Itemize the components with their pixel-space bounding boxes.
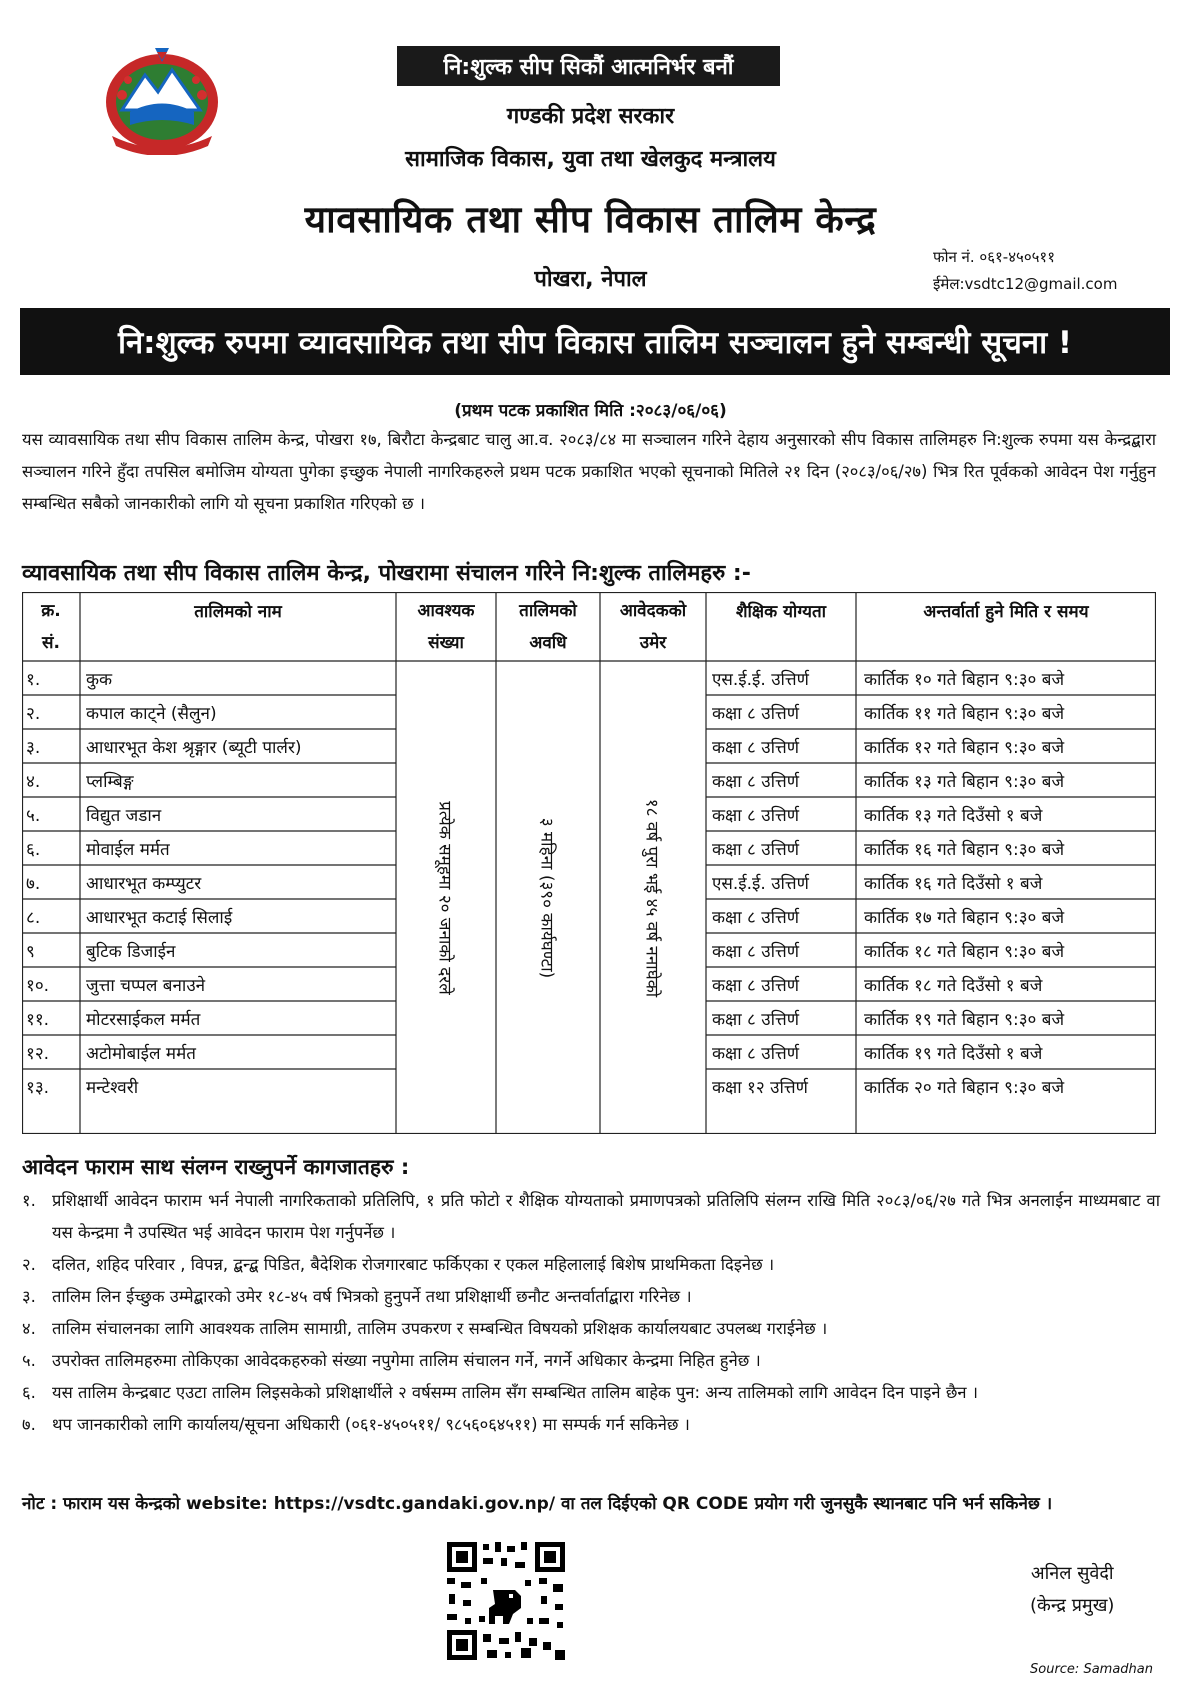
row-training-name: विद्युत जडान [86,805,162,826]
row-interview-time: कार्तिक १९ गते बिहान ९:३० बजे [864,1009,1065,1030]
document-item-text: प्रशिक्षार्थी आवेदन फाराम भर्न नेपाली नागरिकताको प्रतिलिपि, १ प्रति फोटो र शैक्षिक योग्यताको प्रमाणपत्रको प्रतिलिपि संलग्न राखि मिति २०८३/०६/२७ गते भित्र अनलाईन माध्यमबाट वा यस केन्द्रमा नै उपस्थित भई आवेदन फाराम पेश गर्नुपर्नेछ । [52,1191,1160,1242]
row-training-name: मोटरसाईकल मर्मत [86,1009,201,1030]
row-qualification: कक्षा ८ उत्तिर्ण [712,907,800,928]
header-duration-line1: तालिमको [519,600,577,621]
publish-date: (प्रथम पटक प्रकाशित मिति :२०८३/०६/०६) [454,401,727,421]
ministry-name: सामाजिक विकास, युवा तथा खेलकुद मन्त्रालय [405,147,776,172]
row-sn: ३. [26,737,41,758]
phone-number: फोन नं. ०६१-४५०५११ [933,248,1056,266]
row-interview-time: कार्तिक २० गते बिहान ९:३० बजे [864,1077,1065,1098]
documents-title: आवेदन फाराम साथ संलग्न राख्नुपर्ने कागजातहरु : [22,1155,410,1179]
row-sn: ८. [26,907,41,928]
document-item [22,1281,1160,1313]
header-qualification [706,592,856,632]
signatory-title: (केन्द्र प्रमुख) [1030,1595,1115,1616]
center-name: यावसायिक तथा सीप विकास तालिम केन्द्र [304,198,877,241]
document-item [22,1377,1160,1409]
row-training-name: प्लम्बिङ्ग [86,771,134,792]
training-table [22,592,1156,1134]
document-item [22,1249,1160,1281]
qr-code-icon [443,1538,569,1664]
document-item [22,1185,1160,1249]
row-sn: ४. [26,771,41,792]
row-interview-time: कार्तिक ११ गते बिहान ९:३० बजे [864,703,1065,724]
row-training-name: आधारभूत कटाई सिलाई [86,907,233,928]
government-name: गण्डकी प्रदेश सरकार [506,104,675,129]
row-qualification: कक्षा ८ उत्तिर्ण [712,805,800,826]
row-qualification: कक्षा ८ उत्तिर्ण [712,771,800,792]
row-qualification: कक्षा ८ उत्तिर्ण [712,839,800,860]
row-qualification: एस.ई.ई. उत्तिर्ण [712,669,809,690]
row-interview-time: कार्तिक १० गते बिहान ९:३० बजे [864,669,1065,690]
header-seats [396,592,496,661]
row-qualification: एस.ई.ई. उत्तिर्ण [712,873,809,894]
slogan-box: नि:शुल्क सीप सिकौं आत्मनिर्भर बनौं [397,46,780,86]
row-interview-time: कार्तिक १२ गते बिहान ९:३० बजे [864,737,1065,758]
document-item [22,1313,1160,1345]
header-qualification-line1: शैक्षिक योग्यता [735,602,827,622]
signatory-name: अनिल सुवेदी [1030,1563,1114,1584]
header-name [80,592,396,632]
row-sn: १३. [26,1077,50,1098]
row-sn: ६. [26,839,41,860]
signature-block [1030,1558,1114,1622]
row-training-name: आधारभूत केश श्रृङ्गार (ब्यूटी पार्लर) [86,737,302,758]
header-age-line1: आवेदकको [619,600,687,621]
document-item-text: यस तालिम केन्द्रबाट एउटा तालिम लिइसकेको प्रशिक्षार्थीले २ वर्षसम्म तालिम सँग सम्बन्धित तालिम बाहेक पुन: अन्य तालिमको लागि आवेदन दिन पाइने छैन । [52,1383,979,1402]
row-qualification: कक्षा ८ उत्तिर्ण [712,941,800,962]
notice-banner: नि:शुल्क रुपमा व्यावसायिक तथा सीप विकास तालिम सञ्चालन हुने सम्बन्धी सूचना ! [20,308,1170,375]
documents-list [22,1185,1160,1441]
row-interview-time: कार्तिक १८ गते बिहान ९:३० बजे [864,941,1065,962]
email-address: ईमेल:vsdtc12@gmail.com [933,275,1118,293]
merged-age: १८ वर्ष पुरा भई ४५ वर्ष ननाघेको [641,798,662,998]
row-training-name: बुटिक डिजाईन [86,941,176,962]
document-item-text: तालिम संचालनका लागि आवश्यक तालिम सामाग्री, तालिम उपकरण र सम्बन्धित विषयको प्रशिक्षक कार्यालयबाट उपलब्ध गराईनेछ । [52,1319,828,1338]
row-sn: ११. [26,1009,50,1030]
document-item-number: ३. [22,1287,36,1306]
row-sn: १. [26,669,41,690]
document-item-number: ७. [22,1415,36,1434]
document-item-number: ६. [22,1383,36,1402]
row-qualification: कक्षा १२ उत्तिर्ण [712,1077,808,1098]
row-interview-time: कार्तिक १६ गते दिउँसो १ बजे [864,873,1043,894]
document-item-number: २. [22,1255,36,1274]
header-interview [856,592,1156,632]
merged-seats: प्रत्येक समूहमा २० जनाको दरले [434,801,455,995]
nepal-government-emblem-icon [100,40,225,155]
merged-duration: ३ महिना (३९० कार्यघण्टा) [536,817,557,979]
header-seats-line1: आवश्यक [417,600,475,621]
header-sn-line2: सं. [42,632,60,653]
row-sn: ७. [26,873,41,894]
document-item-number: १. [22,1191,36,1210]
document-item [22,1409,1160,1441]
row-qualification: कक्षा ८ उत्तिर्ण [712,737,800,758]
document-item-text: तालिम लिन ईच्छुक उम्मेद्बारको उमेर १८-४५ वर्ष भित्रको हुनुपर्ने तथा प्रशिक्षार्थी छनौट अन्तर्वार्ताद्बारा गरिनेछ । [52,1287,692,1306]
document-item-text: उपरोक्त तालिमहरुमा तोकिएका आवेदकहरुको संख्या नपुगेमा तालिम संचालन गर्ने, नगर्ने अधिकार केन्द्रमा निहित हुनेछ । [52,1351,761,1370]
row-training-name: मोवाईल मर्मत [86,839,170,860]
row-training-name: जुत्ता चप्पल बनाउने [86,975,206,996]
header-name-line1: तालिमको नाम [194,602,282,622]
row-interview-time: कार्तिक १७ गते बिहान ९:३० बजे [864,907,1065,928]
website-note: नोट : फाराम यस केन्द्रको website: https://vsdtc.gandaki.gov.np/ वा तल दिईएको QR CODE प्रयोग गरी जुनसुकै स्थानबाट पनि भर्न सकिनेछ । [22,1494,1053,1514]
row-training-name: कपाल काट्ने (सैलुन) [86,703,217,724]
row-interview-time: कार्तिक १३ गते दिउँसो १ बजे [864,805,1043,826]
header-age-line2: उमेर [639,632,667,653]
header-sn-line1: क्र. [41,600,61,621]
document-item-number: ५. [22,1351,36,1370]
row-sn: २. [26,703,41,724]
row-sn: ५. [26,805,41,826]
table-title: व्यावसायिक तथा सीप विकास तालिम केन्द्र, पोखरामा संचालन गरिने नि:शुल्क तालिमहरु :- [22,561,751,586]
row-qualification: कक्षा ८ उत्तिर्ण [712,1009,800,1030]
header-duration-line2: अवधि [529,632,567,653]
center-location: पोखरा, नेपाल [534,267,647,292]
document-item-number: ४. [22,1319,36,1338]
row-training-name: मन्टेश्वरी [86,1077,139,1098]
header-sn [22,592,80,661]
header-seats-line2: संख्या [428,632,464,653]
row-training-name: कुक [86,669,113,690]
row-interview-time: कार्तिक १८ गते दिउँसो १ बजे [864,975,1043,996]
row-sn: ९ [26,941,35,962]
document-item-text: थप जानकारीको लागि कार्यालय/सूचना अधिकारी (०६१-४५०५११/ ९८५६०६४५११) मा सम्पर्क गर्न सकिनेछ । [52,1415,690,1434]
row-interview-time: कार्तिक १६ गते बिहान ९:३० बजे [864,839,1065,860]
document-item-text: दलित, शहिद परिवार , विपन्न, द्बन्द्ब पिडित, बैदेशिक रोजगारबाट फर्किएका र एकल महिलालाई बिशेष प्राथमिकता दिइनेछ । [52,1255,775,1274]
row-training-name: आधारभूत कम्प्युटर [86,873,202,894]
header-duration [496,592,600,661]
row-interview-time: कार्तिक १३ गते बिहान ९:३० बजे [864,771,1065,792]
header-interview-line1: अन्तर्वार्ता हुने मिति र समय [923,602,1089,622]
row-interview-time: कार्तिक १९ गते दिउँसो १ बजे [864,1043,1043,1064]
source-credit: Source: Samadhan [1030,1662,1153,1677]
row-sn: १०. [26,975,50,996]
document-item [22,1345,1160,1377]
row-qualification: कक्षा ८ उत्तिर्ण [712,703,800,724]
intro-paragraph: यस व्यावसायिक तथा सीप विकास तालिम केन्द्र, पोखरा १७, बिरौटा केन्द्रबाट चालु आ.व. २०८३/८४ मा सञ्चालन गरिने देहाय अनुसारको सीप विकास तालिमहरु नि:शुल्क रुपमा यस केन्द्रद्बारा सञ्चालन गरिने हुँदा तपसिल बमोजिम योग्यता पुगेका इच्छुक नेपाली नागरिकहरुले प्रथम पटक प्रकाशित भएको सूचनाको मितिले २१ दिन (२०८३/०६/२७) भित्र रित पूर्वकको आवेदन पेश गर्नुहुन सम्बन्धित सबैको जानकारीको लागि यो सूचना प्रकाशित गरिएको छ । [22,430,1156,513]
row-sn: १२. [26,1043,50,1064]
row-qualification: कक्षा ८ उत्तिर्ण [712,975,800,996]
row-qualification: कक्षा ८ उत्तिर्ण [712,1043,800,1064]
row-training-name: अटोमोबाईल मर्मत [86,1043,196,1064]
header-age [600,592,706,661]
